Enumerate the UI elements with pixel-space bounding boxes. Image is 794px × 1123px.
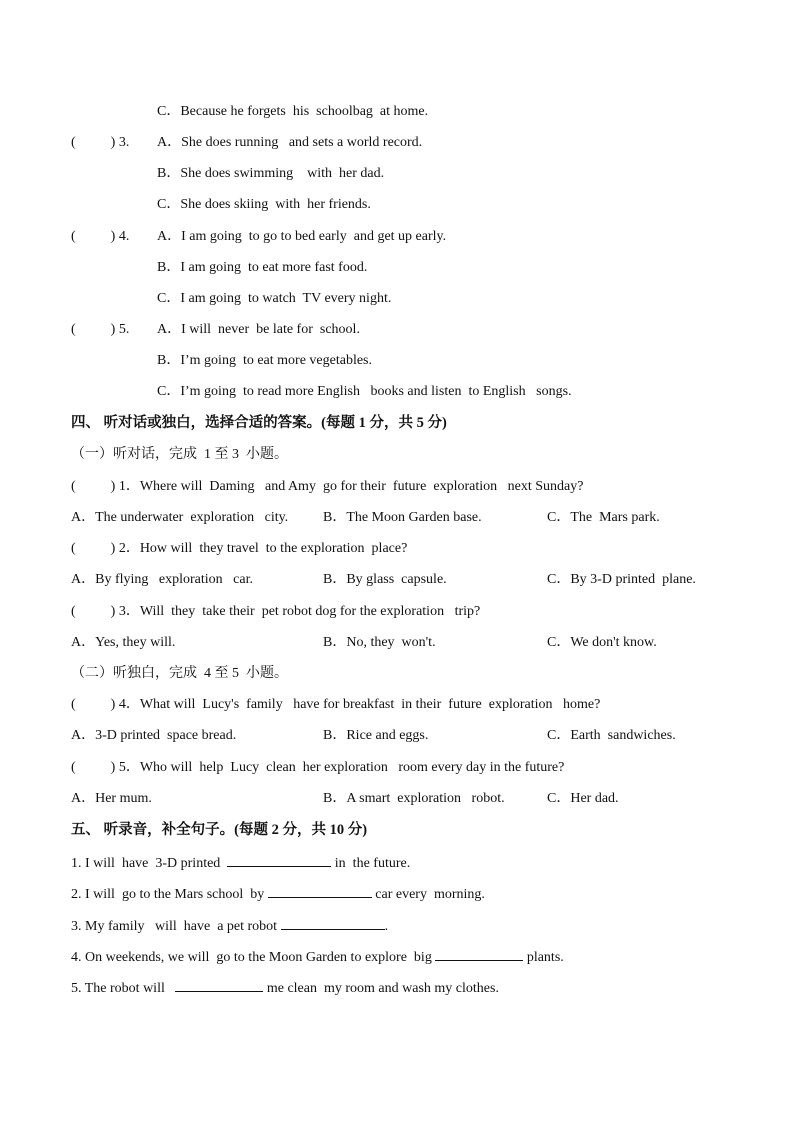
q5-option-a: A．I will never be late for school. [157, 322, 360, 337]
s4-q5-option-c: C．Her dad. [547, 791, 619, 806]
q4-option-b: B．I am going to eat more fast food. [157, 260, 368, 275]
sentence-2-after: car every morning. [371, 887, 485, 902]
s4-q4-option-a: A．3-D printed space bread. [71, 728, 237, 743]
sentence-1-after: in the future. [331, 856, 411, 871]
sentence-3-before: 3. My family will have a pet robot [71, 919, 281, 934]
q4-option-c: C．I am going to watch TV every night. [157, 291, 392, 306]
section4-heading: 四、 听对话或独白，选择合适的答案。(每题 1 分，共 5 分) [71, 415, 447, 431]
q3-option-c: C．She does skiing with her friends. [157, 197, 371, 212]
section4-part2-instruction: （二）听独白，完成 4 至 5 小题。 [71, 666, 288, 681]
sentence-4 [71, 946, 564, 967]
section4-part1-instruction: （一）听对话，完成 1 至 3 小题。 [71, 447, 288, 462]
sentence-3-blank[interactable] [281, 915, 385, 930]
s4-q3-text: ( ) 3．Will they take their pet robot dog for the exploration trip? [71, 604, 481, 619]
s4-q4-text: ( ) 4．What will Lucy's family have for breakfast in their future exploration home? [71, 697, 601, 712]
q2-option-c: C．Because he forgets his schoolbag at home. [157, 104, 429, 119]
q4-answer-paren: ( ) 4. [71, 229, 130, 244]
sentence-4-before: 4. On weekends, we will go to the Moon Garden to explore big [71, 950, 436, 965]
q5-option-b: B．I’m going to eat more vegetables. [157, 353, 372, 368]
s4-q4-option-b: B．Rice and eggs. [323, 728, 429, 743]
s4-q3-option-c: C．We don't know. [547, 635, 657, 650]
q3-option-a: A．She does running and sets a world record. [157, 135, 423, 150]
s4-q2-option-c: C．By 3-D printed plane. [547, 572, 696, 587]
sentence-5-blank[interactable] [175, 977, 263, 992]
sentence-2-blank[interactable] [268, 883, 372, 898]
sentence-1-blank[interactable] [227, 852, 331, 867]
s4-q5-text: ( ) 5．Who will help Lucy clean her exploration room every day in the future? [71, 760, 565, 775]
sentence-3 [71, 915, 388, 936]
s4-q3-option-b: B．No, they won't. [323, 635, 436, 650]
section5-heading: 五、 听录音，补全句子。(每题 2 分，共 10 分) [71, 822, 368, 838]
s4-q1-option-c: C．The Mars park. [547, 510, 660, 525]
s4-q5-option-b: B．A smart exploration robot. [323, 791, 505, 806]
sentence-4-blank[interactable] [435, 946, 523, 961]
q3-answer-paren: ( ) 3. [71, 135, 130, 150]
s4-q5-option-a: A．Her mum. [71, 791, 152, 806]
sentence-3-after: . [384, 919, 389, 934]
sentence-4-after: plants. [523, 950, 564, 965]
q4-option-a: A．I am going to go to bed early and get up early. [157, 229, 447, 244]
s4-q1-option-b: B．The Moon Garden base. [323, 510, 482, 525]
sentence-5-after: me clean my room and wash my clothes. [263, 981, 499, 996]
q5-option-c: C．I’m going to read more English books and listen to English songs. [157, 384, 572, 399]
sentence-5-before: 5. The robot will [71, 981, 176, 996]
sentence-5 [71, 977, 499, 998]
s4-q1-option-a: A．The underwater exploration city. [71, 510, 289, 525]
s4-q2-text: ( ) 2．How will they travel to the exploration place? [71, 541, 408, 556]
s4-q4-option-c: C．Earth sandwiches. [547, 728, 676, 743]
s4-q2-option-b: B．By glass capsule. [323, 572, 447, 587]
sentence-1-before: 1. I will have 3-D printed [71, 856, 228, 871]
s4-q3-option-a: A．Yes, they will. [71, 635, 176, 650]
q3-option-b: B．She does swimming with her dad. [157, 166, 385, 181]
s4-q2-option-a: A．By flying exploration car. [71, 572, 253, 587]
sentence-2-before: 2. I will go to the Mars school by [71, 887, 268, 902]
q5-answer-paren: ( ) 5. [71, 322, 130, 337]
sentence-1 [71, 852, 410, 873]
sentence-2 [71, 883, 485, 904]
s4-q1-text: ( ) 1．Where will Daming and Amy go for their future exploration next Sunday? [71, 479, 584, 494]
